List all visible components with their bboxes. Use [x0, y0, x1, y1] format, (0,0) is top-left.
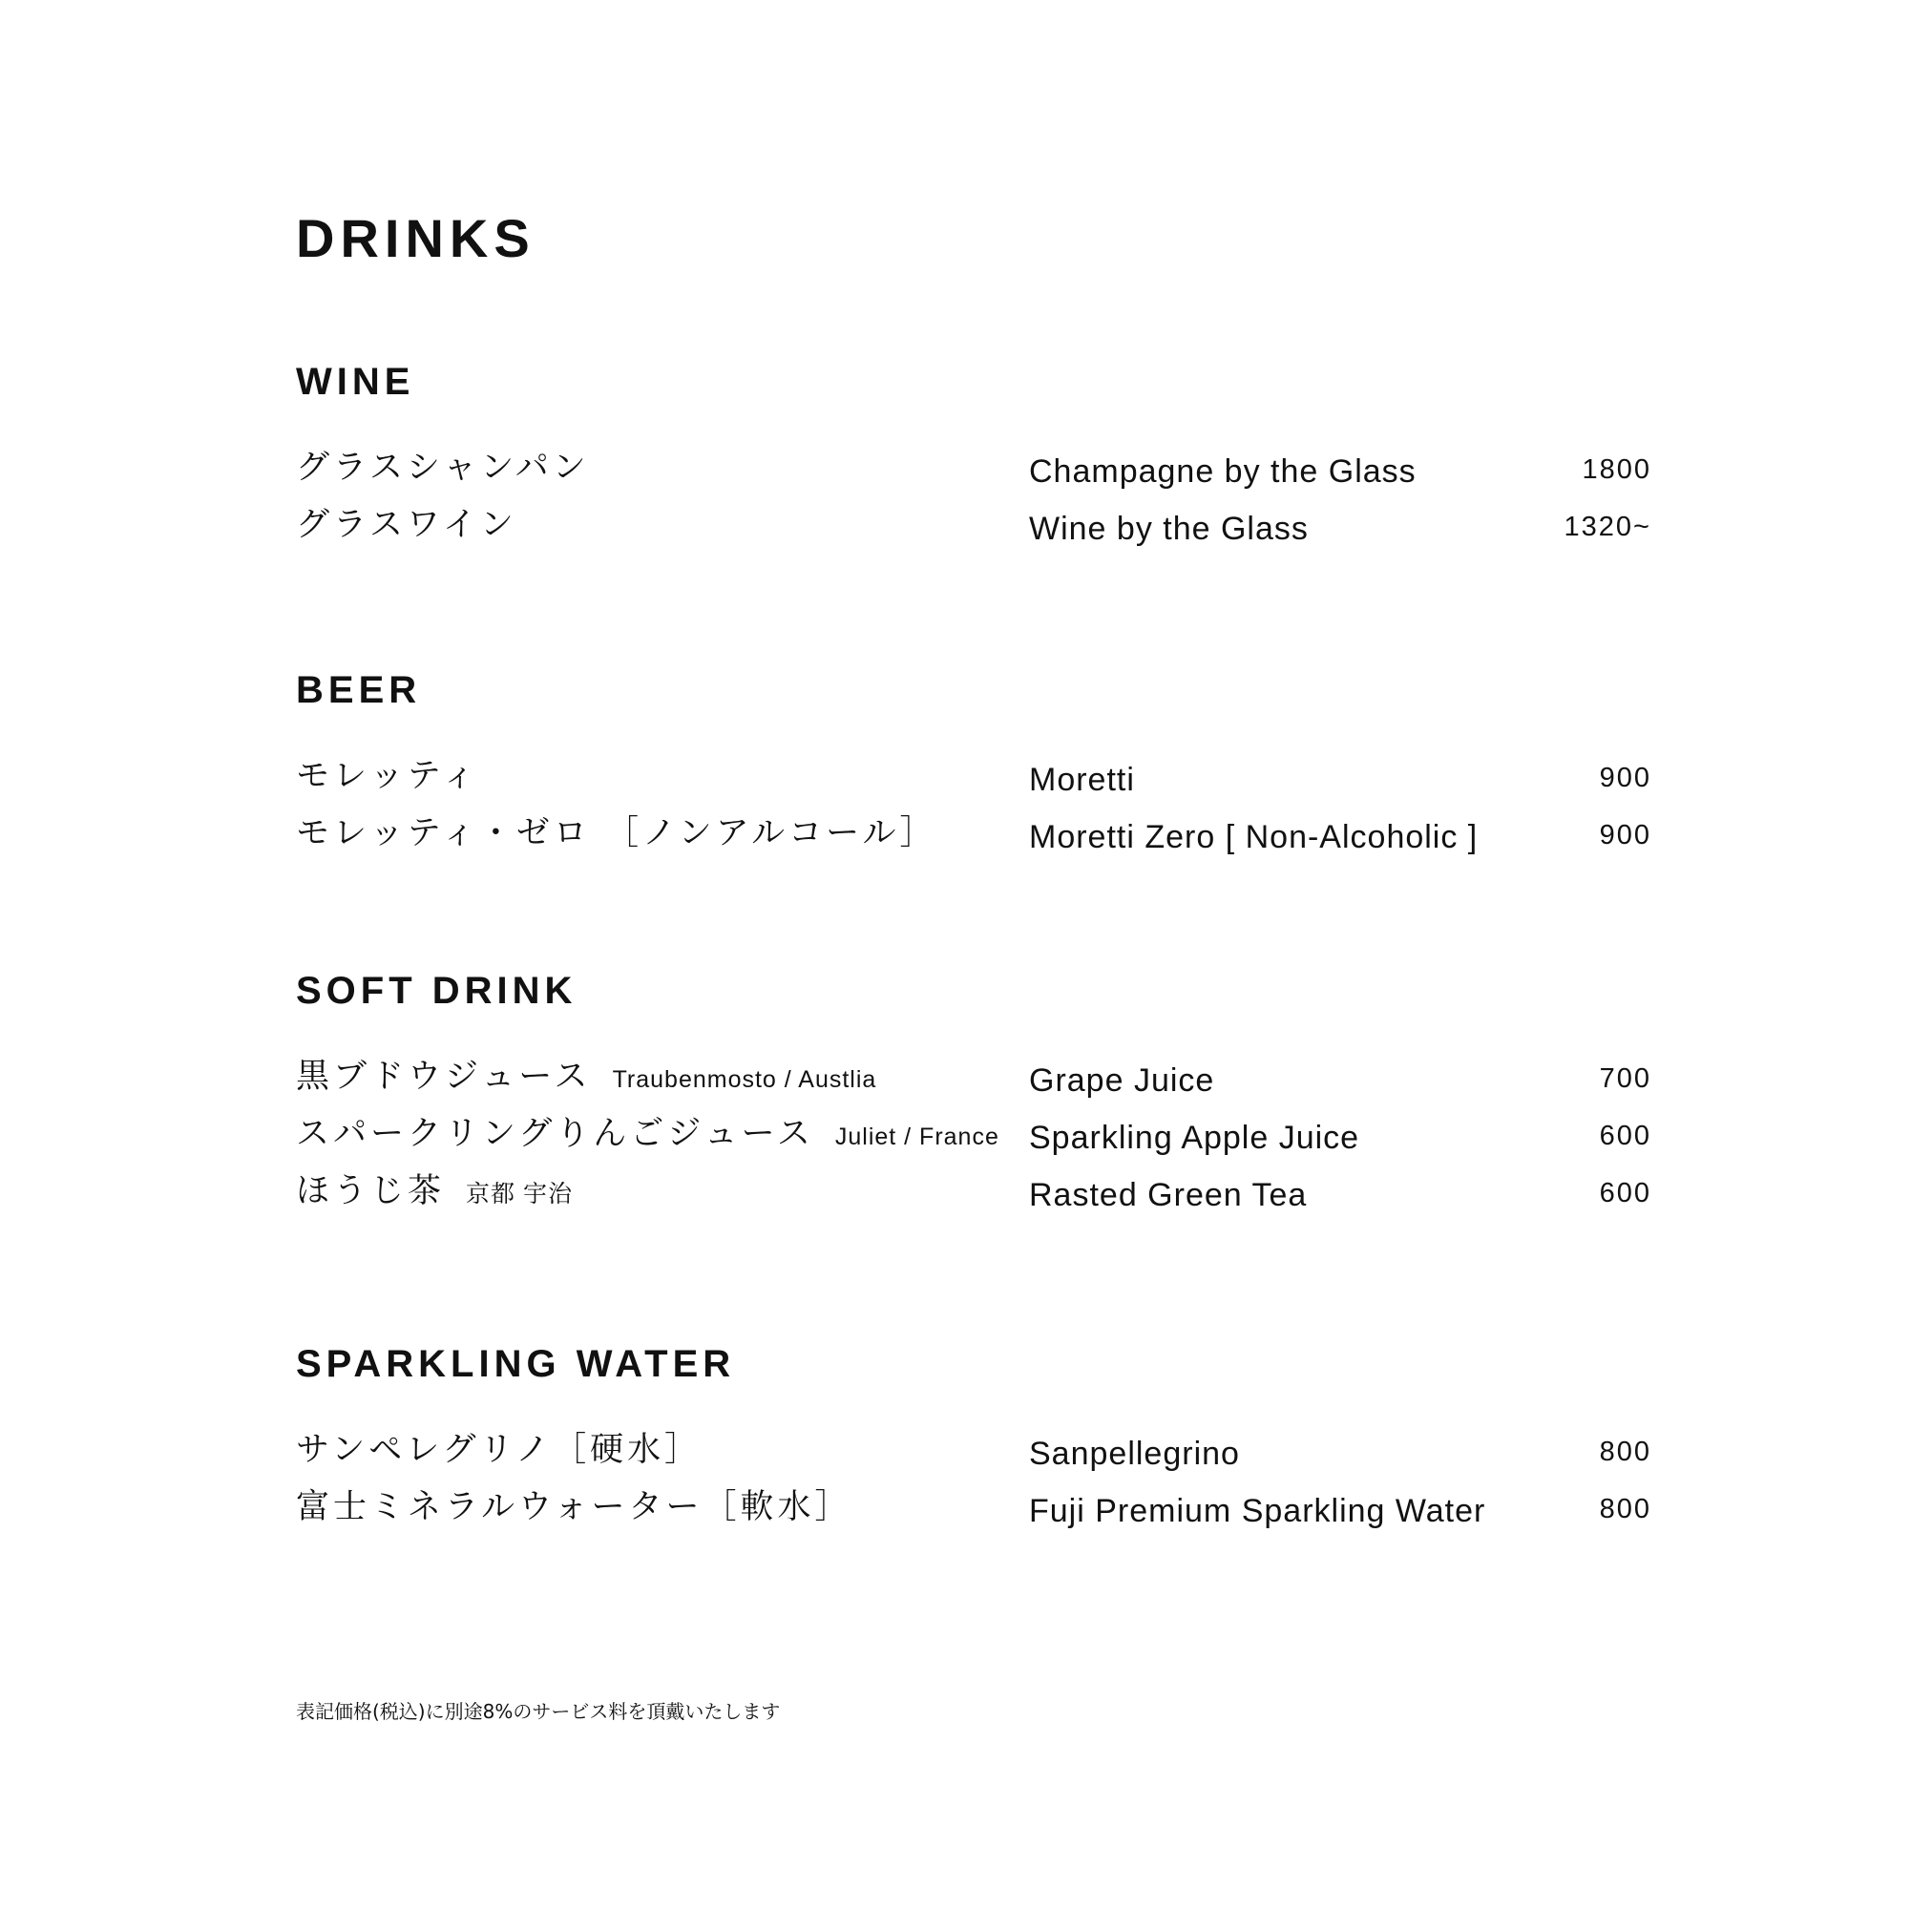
section-wine — [296, 363, 1651, 561]
item-name-en: Sparkling Apple Juice — [1029, 1120, 1360, 1156]
item-name-en: Wine by the Glass — [1029, 511, 1309, 547]
item-origin: 京都 宇治 — [466, 1181, 573, 1208]
menu-item — [296, 755, 1651, 812]
section-heading: WINE — [296, 361, 415, 403]
item-price: 700 — [1599, 1063, 1651, 1094]
menu-item — [296, 504, 1651, 561]
item-name-en: Sanpellegrino — [1029, 1436, 1240, 1472]
menu-item — [296, 1113, 1651, 1170]
section-heading: SPARKLING WATER — [296, 1343, 736, 1385]
item-origin: Traubenmosto / Austlia — [612, 1066, 877, 1093]
item-name-jp: グラスシャンパン — [296, 449, 590, 487]
item-price: 800 — [1599, 1494, 1651, 1524]
item-name-jp — [296, 1113, 999, 1158]
item-price: 900 — [1599, 820, 1651, 850]
item-name-jp-text: スパークリングりんごジュース — [296, 1115, 814, 1153]
item-price: 800 — [1599, 1437, 1651, 1467]
item-name-jp — [296, 1170, 573, 1215]
item-name-en: Rasted Green Tea — [1029, 1177, 1308, 1213]
item-name-en: Grape Juice — [1029, 1062, 1215, 1099]
item-price: 600 — [1599, 1121, 1651, 1151]
item-price: 1800 — [1582, 454, 1651, 485]
section-heading: SOFT DRINK — [296, 970, 578, 1012]
section-soft-drink — [296, 972, 1651, 1228]
menu-title: DRINKS — [296, 208, 536, 268]
menu-item — [296, 447, 1651, 504]
item-name-jp: モレッティ — [296, 757, 479, 795]
item-name-jp: サンペレグリノ［硬水］ — [296, 1431, 703, 1469]
item-price: 1320~ — [1564, 512, 1651, 542]
item-name-en: Moretti — [1029, 762, 1135, 798]
menu-item — [296, 1486, 1651, 1544]
item-price: 600 — [1599, 1178, 1651, 1208]
item-name-en: Fuji Premium Sparkling Water — [1029, 1493, 1486, 1529]
item-name-jp — [296, 1056, 876, 1101]
item-name-jp: 富士ミネラルウォーター［軟水］ — [296, 1488, 852, 1526]
menu-item — [296, 812, 1651, 870]
menu-item — [296, 1429, 1651, 1486]
item-name-en: Champagne by the Glass — [1029, 453, 1417, 490]
menu-item — [296, 1170, 1651, 1228]
menu-item — [296, 1056, 1651, 1113]
item-name-jp-text: ほうじ茶 — [296, 1172, 446, 1210]
section-beer — [296, 671, 1651, 870]
item-origin: Juliet / France — [834, 1124, 999, 1150]
item-name-jp: グラスワイン — [296, 506, 517, 544]
service-charge-note: 表記価格(税込)に別途8%のサービス料を頂戴いたします — [296, 1700, 781, 1723]
item-price: 900 — [1599, 763, 1651, 793]
section-heading: BEER — [296, 669, 422, 711]
item-name-jp-text: 黒ブドウジュース — [296, 1058, 592, 1096]
section-sparkling-water — [296, 1345, 1651, 1544]
item-name-jp: モレッティ・ゼロ ［ノンアルコール］ — [296, 814, 937, 852]
item-name-en: Moretti Zero [ Non-Alcoholic ] — [1029, 819, 1479, 855]
